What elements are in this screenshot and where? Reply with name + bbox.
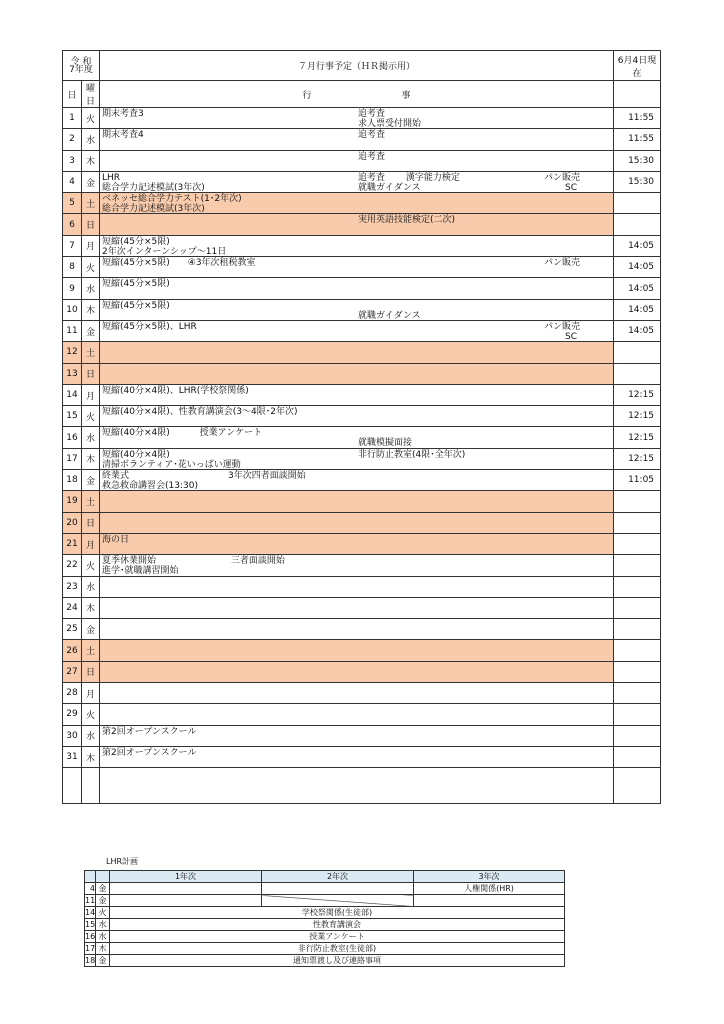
- weekday: 日: [82, 512, 100, 533]
- lhr-plan-table: [84, 870, 565, 967]
- col-time: [614, 81, 661, 108]
- event-text: 2年次インターンシップ～11日: [102, 246, 227, 257]
- weekday: 木: [82, 746, 100, 767]
- event-text: 追考査: [358, 130, 386, 141]
- lhr-weekday: 金: [96, 955, 110, 967]
- event-text: 期末考査3: [102, 109, 144, 119]
- col-events: 行 事: [100, 81, 614, 108]
- table-row: [63, 555, 661, 576]
- event-cell: [100, 683, 614, 704]
- event-cell: [100, 214, 614, 235]
- weekday: 火: [82, 108, 100, 129]
- weekday: 土: [82, 193, 100, 214]
- day-number: 22: [63, 555, 82, 576]
- event-cell: [100, 108, 614, 129]
- day-number: 11: [63, 320, 82, 341]
- dismissal-time: [614, 342, 661, 363]
- event-cell: [100, 470, 614, 491]
- weekday: 日: [82, 363, 100, 384]
- col-day: 日: [63, 81, 82, 108]
- table-row: [63, 406, 661, 427]
- dismissal-time: 15:30: [614, 150, 661, 171]
- weekday: 金: [82, 619, 100, 640]
- lhr-day: 18: [85, 955, 96, 965]
- table-row: [63, 683, 661, 704]
- event-text: 就職模擬面接: [358, 438, 413, 449]
- dismissal-time: [614, 214, 661, 235]
- event-text: 求人票受付開始: [358, 119, 422, 129]
- lhr-row: [85, 931, 565, 943]
- event-cell: [100, 640, 614, 661]
- event-text: 海の日: [102, 534, 130, 545]
- lhr-header-year2: 2年次: [262, 871, 414, 883]
- weekday: 木: [82, 299, 100, 320]
- page-title: ７月行事予定（ＨＲ掲示用）: [100, 51, 614, 81]
- event-cell: [100, 406, 614, 427]
- weekday: 土: [82, 640, 100, 661]
- schedule-table: [62, 50, 661, 804]
- table-row: [63, 512, 661, 533]
- lhr-row: [85, 907, 565, 919]
- table-row: [63, 533, 661, 554]
- dismissal-time: [614, 512, 661, 533]
- table-row: [63, 427, 661, 448]
- day-number: 5: [63, 193, 82, 214]
- lhr-row: [85, 895, 565, 907]
- table-row: [63, 597, 661, 618]
- event-cell: [100, 299, 614, 320]
- table-row: [63, 363, 661, 384]
- lhr-topic: 学校祭関係(生徒部): [110, 907, 565, 919]
- event-text: 短縮(45分×5限) ④3年次租税教室: [102, 258, 256, 269]
- event-text: 短縮(45分×5限): [102, 236, 170, 247]
- dismissal-time: 11:05: [614, 470, 661, 491]
- lhr-weekday: 金: [96, 883, 110, 895]
- event-cell: [100, 704, 614, 725]
- day-number: 29: [63, 704, 82, 725]
- dismissal-time: [614, 555, 661, 576]
- event-text: パン販売: [544, 172, 581, 183]
- dismissal-time: [614, 533, 661, 554]
- lhr-row: [85, 943, 565, 955]
- event-cell: [100, 427, 614, 448]
- dismissal-time: [614, 725, 661, 746]
- event-text: 終業式 3年次四者面談開始: [102, 471, 306, 482]
- day-number: 14: [63, 384, 82, 405]
- day-number: 16: [63, 427, 82, 448]
- dismissal-time: 14:05: [614, 235, 661, 256]
- lhr-row: [85, 955, 565, 967]
- event-text: 進学･就職講習開始: [102, 566, 179, 577]
- lhr-year1: [110, 895, 262, 907]
- lhr-topic: 授業アンケート: [110, 931, 565, 943]
- table-row: [63, 342, 661, 363]
- dismissal-time: [614, 619, 661, 640]
- weekday: 日: [82, 661, 100, 682]
- lhr-day: 15: [85, 919, 96, 929]
- dismissal-time: [614, 746, 661, 767]
- event-text: 追考査: [358, 151, 386, 162]
- weekday: 火: [82, 406, 100, 427]
- dismissal-time: 14:05: [614, 320, 661, 341]
- table-row: [63, 320, 661, 341]
- event-text: 短縮(40分×4限)、LHR(学校祭関係): [102, 385, 249, 396]
- weekday: 水: [82, 278, 100, 299]
- event-text: 夏季休業開始 三者面談開始: [102, 556, 285, 567]
- event-text: 救急救命講習会(13:30): [102, 481, 198, 492]
- event-cell: [100, 661, 614, 682]
- weekday: 金: [82, 320, 100, 341]
- fiscal-year: 令 和 7年度: [63, 51, 100, 81]
- event-text: 追考査 漢字能力検定: [358, 172, 460, 183]
- weekday: 水: [82, 427, 100, 448]
- dismissal-time: [614, 491, 661, 512]
- weekday: 火: [82, 704, 100, 725]
- table-row: [63, 235, 661, 256]
- event-text: 就職ガイダンス: [358, 310, 421, 321]
- weekday: 木: [82, 150, 100, 171]
- day-number: 19: [63, 491, 82, 512]
- table-row: [63, 576, 661, 597]
- event-cell: [100, 342, 614, 363]
- event-cell: [100, 384, 614, 405]
- lhr-day: 11: [85, 895, 96, 905]
- dismissal-time: 11:55: [614, 108, 661, 129]
- table-row: [63, 491, 661, 512]
- dismissal-time: 11:55: [614, 129, 661, 150]
- table-row: [63, 150, 661, 171]
- event-cell: [100, 150, 614, 171]
- lhr-day: 4: [85, 883, 96, 895]
- day-number: 26: [63, 640, 82, 661]
- day-number: 4: [63, 171, 82, 192]
- dismissal-time: [614, 704, 661, 725]
- dismissal-time: [614, 597, 661, 618]
- day-number: 27: [63, 661, 82, 682]
- day-number: 18: [63, 470, 82, 491]
- table-row: [63, 725, 661, 746]
- dismissal-time: [614, 363, 661, 384]
- event-text: 短縮(40分×4限): [102, 449, 170, 460]
- weekday: 土: [82, 342, 100, 363]
- lhr-topic: 非行防止教室(生徒部): [110, 943, 565, 955]
- event-cell: [100, 597, 614, 618]
- lhr-day: 17: [85, 943, 96, 953]
- day-number: 3: [63, 150, 82, 171]
- day-number: 28: [63, 683, 82, 704]
- event-cell: [100, 448, 614, 469]
- event-cell: [100, 576, 614, 597]
- event-cell: [100, 555, 614, 576]
- table-row: [63, 214, 661, 235]
- event-text: 追考査: [358, 109, 386, 119]
- day-number: 20: [63, 512, 82, 533]
- event-text: 短縮(45分×5限): [102, 279, 170, 290]
- weekday: 火: [82, 257, 100, 278]
- event-cell: [100, 491, 614, 512]
- dismissal-time: [614, 683, 661, 704]
- event-text: ベネッセ総合学力テスト(1･2年次): [102, 194, 242, 205]
- table-row: [63, 278, 661, 299]
- weekday: 月: [82, 533, 100, 554]
- lhr-topic: 通知票渡し及び連絡事項: [110, 955, 565, 967]
- col-weekday: 曜日: [82, 81, 100, 108]
- event-cell: [100, 619, 614, 640]
- dismissal-time: 15:30: [614, 171, 661, 192]
- event-cell: [100, 320, 614, 341]
- weekday: 水: [82, 576, 100, 597]
- table-row: [63, 384, 661, 405]
- day-number: 31: [63, 746, 82, 767]
- event-text: SC: [565, 182, 578, 193]
- weekday: 木: [82, 448, 100, 469]
- table-row: [63, 299, 661, 320]
- day-number: 23: [63, 576, 82, 597]
- event-text: SC: [565, 331, 578, 342]
- table-row: [63, 193, 661, 214]
- day-number: 2: [63, 129, 82, 150]
- dismissal-time: [614, 661, 661, 682]
- day-number: 8: [63, 257, 82, 278]
- table-row: [63, 640, 661, 661]
- lhr-topic: 性教育講演会: [110, 919, 565, 931]
- dismissal-time: 12:15: [614, 406, 661, 427]
- weekday: 月: [82, 683, 100, 704]
- lhr-weekday: 水: [96, 931, 110, 943]
- event-text: 総合学力記述模試(3年次): [102, 204, 205, 215]
- lhr-year3: 人権関係(HR): [414, 883, 565, 895]
- event-cell: [100, 746, 614, 767]
- weekday: 火: [82, 555, 100, 576]
- lhr-header-year3: 3年次: [414, 871, 565, 883]
- table-row: [63, 619, 661, 640]
- event-text: 第2回オープンスクール: [102, 747, 197, 758]
- event-text: 短縮(45分×5限): [102, 300, 170, 311]
- event-text: 期末考査4: [102, 130, 144, 141]
- event-cell: [100, 278, 614, 299]
- day-number: 30: [63, 725, 82, 746]
- table-row: [63, 704, 661, 725]
- day-number: 15: [63, 406, 82, 427]
- dismissal-time: 14:05: [614, 278, 661, 299]
- dismissal-time: [614, 193, 661, 214]
- day-number: 1: [63, 108, 82, 129]
- dismissal-time: [614, 640, 661, 661]
- table-row: [63, 661, 661, 682]
- event-cell: [100, 171, 614, 192]
- event-text: 非行防止教室(4限･全年次): [358, 449, 466, 460]
- lhr-year2: [262, 883, 414, 895]
- event-text: LHR: [102, 172, 121, 183]
- event-cell: [100, 533, 614, 554]
- table-row: [63, 171, 661, 192]
- event-cell: [100, 725, 614, 746]
- table-row: [63, 129, 661, 150]
- event-text: 短縮(45分×5限)、LHR: [102, 321, 197, 332]
- as-of-date: 6月4日現在: [614, 51, 661, 81]
- event-cell: [100, 512, 614, 533]
- lhr-header-year1: 1年次: [110, 871, 262, 883]
- lhr-day: 16: [85, 931, 96, 941]
- lhr-plan-title: LHR計画: [106, 857, 139, 866]
- table-row: [63, 448, 661, 469]
- weekday: 月: [82, 235, 100, 256]
- dismissal-time: 12:15: [614, 384, 661, 405]
- weekday: 水: [82, 129, 100, 150]
- event-cell: [100, 257, 614, 278]
- dismissal-time: 12:15: [614, 448, 661, 469]
- weekday: 月: [82, 384, 100, 405]
- weekday: 日: [82, 214, 100, 235]
- lhr-year3: [414, 895, 565, 907]
- lhr-year2: [262, 895, 414, 907]
- event-cell: [100, 235, 614, 256]
- event-text: パン販売: [544, 321, 581, 332]
- event-text: 総合学力記述模試(3年次): [102, 182, 205, 193]
- schedule-sheet: [62, 50, 660, 804]
- lhr-year1: [110, 883, 262, 895]
- weekday: 金: [82, 171, 100, 192]
- day-number: 12: [63, 342, 82, 363]
- event-text: 清掃ボランティア･花いっぱい運動: [102, 459, 241, 470]
- weekday: 木: [82, 597, 100, 618]
- lhr-row: [85, 883, 565, 895]
- day-number: 9: [63, 278, 82, 299]
- dismissal-time: [614, 576, 661, 597]
- table-row: [63, 108, 661, 129]
- lhr-weekday: 木: [96, 943, 110, 955]
- dismissal-time: 14:05: [614, 299, 661, 320]
- weekday: 水: [82, 725, 100, 746]
- weekday: 金: [82, 470, 100, 491]
- table-row: [63, 257, 661, 278]
- lhr-day: 14: [85, 907, 96, 917]
- day-number: 13: [63, 363, 82, 384]
- day-number: 21: [63, 533, 82, 554]
- day-number: 6: [63, 214, 82, 235]
- day-number: 24: [63, 597, 82, 618]
- event-text: 短縮(40分×4限) 授業アンケート: [102, 428, 263, 439]
- dismissal-time: 14:05: [614, 257, 661, 278]
- event-cell: [100, 193, 614, 214]
- lhr-weekday: 火: [96, 907, 110, 919]
- event-cell: [100, 129, 614, 150]
- event-text: 短縮(40分×4限)、性教育講演会(3～4限･2年次): [102, 407, 298, 418]
- lhr-row: [85, 919, 565, 931]
- event-text: 就職ガイダンス: [358, 182, 421, 193]
- event-text: パン販売: [544, 258, 581, 269]
- lhr-weekday: 金: [96, 895, 110, 907]
- weekday: 土: [82, 491, 100, 512]
- day-number: 25: [63, 619, 82, 640]
- day-number: 10: [63, 299, 82, 320]
- day-number: 7: [63, 235, 82, 256]
- dismissal-time: 12:15: [614, 427, 661, 448]
- event-text: 第2回オープンスクール: [102, 726, 197, 737]
- table-row: [63, 746, 661, 767]
- lhr-weekday: 水: [96, 919, 110, 931]
- event-cell: [100, 363, 614, 384]
- day-number: 17: [63, 448, 82, 469]
- table-row: [63, 470, 661, 491]
- event-text: 実用英語技能検定(二次): [358, 215, 456, 226]
